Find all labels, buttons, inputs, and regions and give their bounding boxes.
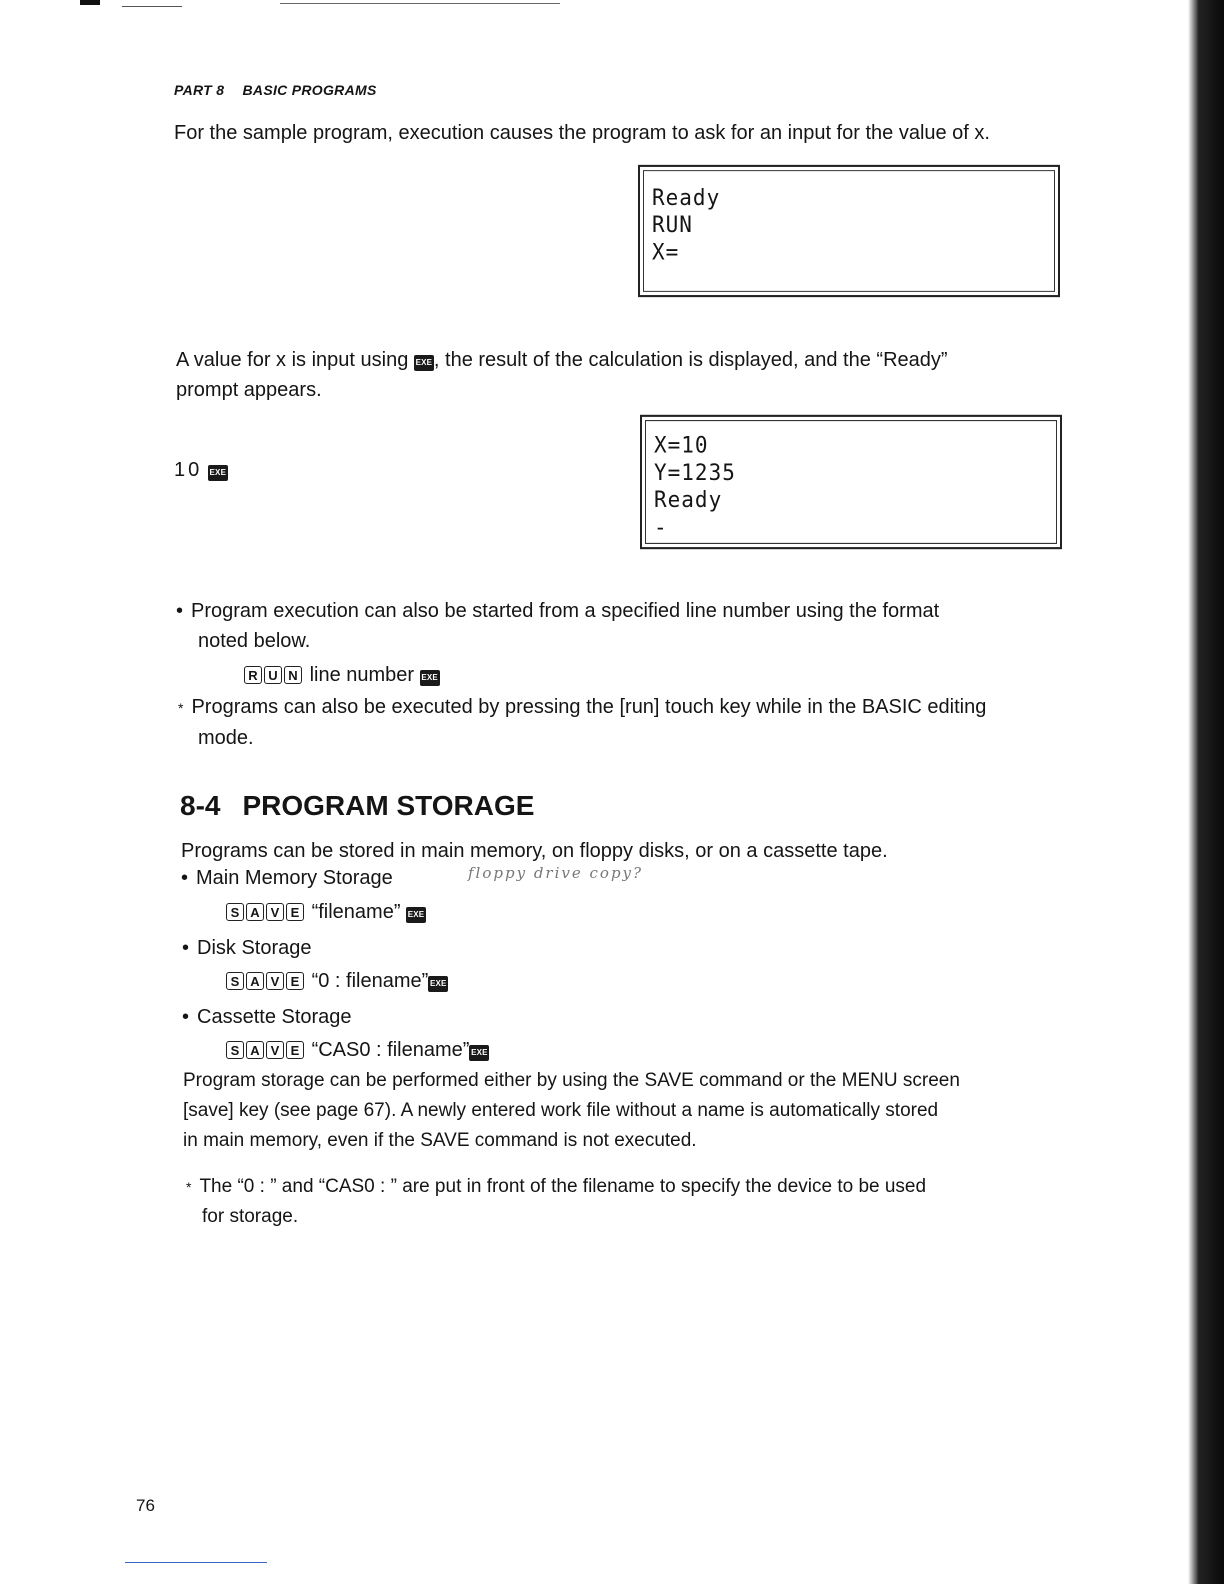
calculator-display — [638, 165, 1060, 297]
key-sequence — [226, 1035, 489, 1065]
bullet-item — [182, 1002, 352, 1032]
display-line: RUN — [652, 212, 693, 238]
bullet-text: Main Memory Storage — [196, 867, 393, 889]
display-line: X= — [652, 239, 680, 265]
display-line: X=10 — [654, 432, 709, 458]
key-icon: E — [286, 972, 304, 990]
bullet-text: Disk Storage — [197, 937, 312, 959]
key-sequence — [226, 897, 426, 927]
sequence-text: line number — [309, 664, 415, 686]
key-icon: V — [266, 1041, 284, 1059]
exe-key-icon: EXE — [406, 907, 426, 923]
key-sequence — [226, 966, 448, 996]
key-icon: E — [286, 1041, 304, 1059]
note-text: mode. — [198, 727, 254, 749]
bullet-symbol: • — [176, 600, 184, 622]
exe-key-icon: EXE — [208, 465, 228, 481]
note-symbol: * — [186, 1179, 192, 1195]
value-paragraph — [176, 345, 948, 405]
exe-key-icon: EXE — [414, 355, 434, 371]
display-line: Ready — [652, 184, 721, 210]
input-value: 10 — [174, 459, 203, 481]
bullet-symbol: • — [181, 867, 189, 889]
key-icon: N — [284, 666, 302, 684]
key-icon: U — [264, 666, 282, 684]
handwritten-note: floppy drive copy? — [468, 864, 644, 882]
paragraph-text: prompt appears. — [176, 379, 322, 401]
scan-line — [122, 6, 182, 7]
paragraph-text: , the result of the calculation is displayed, and the “Ready” — [433, 349, 948, 371]
scan-binding-shadow — [1188, 0, 1224, 1584]
page-number: 76 — [136, 1496, 155, 1515]
key-icon: V — [266, 903, 284, 921]
display-line: Y=1235 — [654, 459, 736, 486]
bullet-item — [181, 863, 393, 893]
storage-intro: Programs can be stored in main memory, on floppy disks, or on a cassette tape. — [181, 840, 888, 862]
exe-key-icon: EXE — [420, 670, 440, 686]
scan-mark — [80, 0, 100, 5]
bullet-item — [182, 933, 312, 963]
key-icon: A — [246, 1041, 264, 1059]
key-icon: S — [226, 972, 244, 990]
key-sequence — [244, 660, 440, 690]
exe-key-icon: EXE — [469, 1045, 489, 1061]
key-icon: A — [246, 972, 264, 990]
paragraph-text: A value for x is input using — [176, 349, 409, 371]
intro-paragraph: For the sample program, execution causes the program to ask for an input for the value of x. — [174, 122, 990, 144]
key-icon: A — [246, 903, 264, 921]
sequence-text: “0 : filename” — [311, 970, 429, 992]
paragraph-line: [save] key (see page 67). A newly entered work file without a name is automatically stored — [183, 1100, 939, 1121]
paragraph-line: Program storage can be performed either by using the SAVE command or the MENU screen — [183, 1070, 960, 1091]
key-icon: R — [244, 666, 262, 684]
paragraph-line: in main memory, even if the SAVE command is not executed. — [183, 1130, 697, 1151]
note-text: Programs can also be executed by pressing the [run] touch key while in the BASIC editing — [191, 696, 987, 718]
note-item — [186, 1172, 1076, 1232]
bullet-item — [176, 596, 1066, 656]
key-icon: E — [286, 903, 304, 921]
exe-key-icon: EXE — [428, 976, 448, 992]
part-title: BASIC PROGRAMS — [242, 82, 377, 98]
scan-line — [280, 3, 560, 4]
note-symbol: * — [178, 700, 184, 716]
scan-line — [125, 1562, 267, 1563]
display-cursor: - — [654, 514, 668, 540]
section-heading — [180, 790, 534, 822]
sequence-text: “filename” — [311, 901, 401, 923]
note-text: for storage. — [202, 1206, 299, 1227]
key-icon: S — [226, 903, 244, 921]
key-icon: S — [226, 1041, 244, 1059]
note-text: The “0 : ” and “CAS0 : ” are put in front of the filename to specify the device to be used — [199, 1176, 927, 1197]
part-label: PART 8 — [174, 82, 225, 98]
section-title: PROGRAM STORAGE — [242, 790, 535, 821]
section-number: 8-4 — [180, 790, 221, 821]
bullet-text: Program execution can also be started from a specified line number using the format — [191, 600, 940, 622]
display-line: Ready — [654, 487, 723, 513]
bullet-text: Cassette Storage — [197, 1006, 352, 1028]
example-input — [174, 455, 228, 485]
note-item — [178, 692, 1068, 753]
calculator-display — [640, 415, 1062, 549]
storage-paragraph — [183, 1066, 1073, 1156]
bullet-symbol: • — [182, 1006, 190, 1028]
bullet-text: noted below. — [198, 630, 311, 652]
sequence-text: “CAS0 : filename” — [311, 1039, 470, 1061]
key-icon: V — [266, 972, 284, 990]
running-head — [174, 82, 391, 98]
bullet-symbol: • — [182, 937, 190, 959]
